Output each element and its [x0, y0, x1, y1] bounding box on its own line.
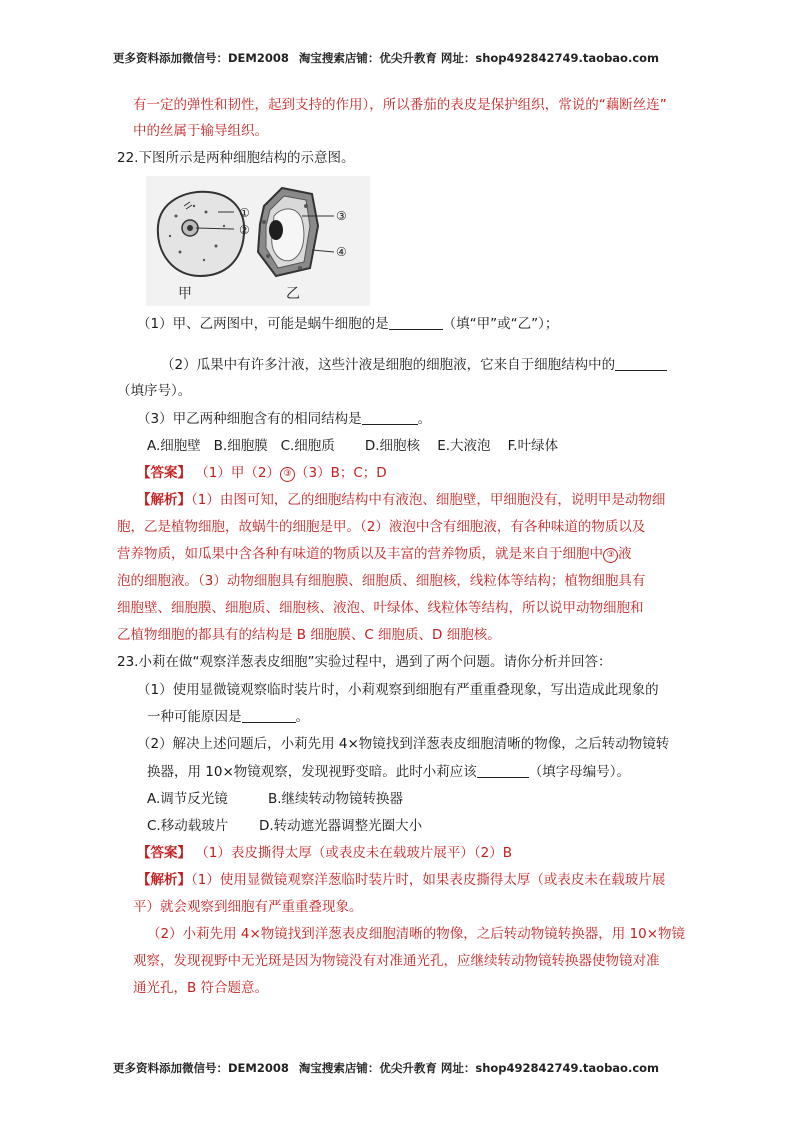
q22-answer-a: （1）甲（2）: [195, 465, 280, 481]
header-site: 网址：shop492842749.taobao.com: [440, 51, 660, 65]
q22-an1: （1）由图可知，乙的细胞结构中有液泡、细胞壁，甲细胞没有，说明甲是动物细: [191, 492, 666, 508]
header-wechat: 更多资料添加微信号：DEM2008: [113, 51, 289, 65]
q23-answer: [137, 843, 512, 863]
q22-analysis-2: 胞，乙是植物细胞，故蜗牛的细胞是甲。（2）液泡中含有细胞液，有各种味道的物质以及: [117, 519, 646, 535]
q22-p1-text: （1）甲、乙两图中，可能是蜗牛细胞的是: [137, 316, 389, 332]
q23-part-1: （1）使用显微镜观察临时装片时，小莉观察到细胞有严重重叠现象，写出造成此现象的: [137, 682, 659, 698]
q23-analysis-2: 平）就会观察到细胞有严重重叠现象。: [133, 899, 363, 915]
q22-an3-a: 营养物质，如瓜果中含各种有味道的物质以及丰富的营养物质，就是来自于细胞中: [117, 546, 603, 562]
label-jia: 甲: [178, 286, 192, 302]
q22-answer: [137, 463, 387, 483]
q22-p2-text: （2）瓜果中有许多汁液，这些汁液是细胞的细胞液，它来自于细胞结构中的: [161, 357, 616, 373]
analysis-tag: 【解析】: [137, 872, 191, 888]
q22-part-1: [137, 314, 558, 334]
q22-analysis-1: [137, 490, 665, 510]
q23-p1-text: 一种可能原因是: [147, 709, 242, 725]
q22-options: A.细胞壁 B.细胞膜 C.细胞质 D.细胞核 E.大液泡 F.叶绿体: [147, 438, 559, 454]
q22-part-2: [161, 355, 667, 375]
q22-analysis-4: 泡的细胞液。（3）动物细胞具有细胞膜、细胞质、细胞核，线粒体等结构；植物细胞具有: [117, 573, 646, 589]
footer-wechat: 更多资料添加微信号：DEM2008: [113, 1061, 289, 1075]
q23-option-c: C.移动载玻片: [147, 818, 229, 834]
header-shop: 淘宝搜索店铺：优尖升教育: [298, 51, 437, 65]
q22-p1-hint: （填“甲”或“乙”）；: [442, 316, 559, 332]
q23-part-2-cont: [147, 762, 630, 782]
q22-p1-blank: [389, 315, 443, 330]
analysis-tag: 【解析】: [137, 492, 191, 508]
cell-diagram: [146, 176, 370, 306]
q23-option-a: A.调节反光镜: [147, 791, 228, 807]
q23-p2-hint: （填字母编号）。: [528, 764, 631, 780]
marker-1: ①: [239, 206, 250, 220]
q23-part-2: （2）解决上述问题后，小莉先用 4×物镜找到洋葱表皮细胞清晰的物像，之后转动物镜转: [137, 736, 670, 752]
q23-option-d: D.转动遮光器调整光圈大小: [259, 818, 423, 834]
page-footer: [113, 1060, 659, 1076]
q23-p2-blank: [477, 763, 529, 778]
label-yi: 乙: [286, 286, 300, 302]
q22-analysis-5: 细胞壁、细胞膜、细胞质、细胞核、液泡、叶绿体、线粒体等结构，所以说甲动物细胞和: [117, 600, 644, 616]
q22-answer-b: （3）B；C；D: [294, 465, 387, 481]
q23-analysis-1: [137, 870, 665, 890]
answer-tag: 【答案】: [137, 845, 191, 861]
q22-p3-blank: [362, 410, 418, 425]
footer-shop: 淘宝搜索店铺：优尖升教育: [298, 1061, 437, 1075]
footer-site: 网址：shop492842749.taobao.com: [440, 1061, 660, 1075]
page-header: [113, 50, 659, 66]
marker-3: ③: [336, 209, 347, 223]
carry-line-2: 中的丝属于输导组织。: [133, 123, 268, 139]
q22-part-3: [137, 409, 431, 429]
q22-part-2-cont: （填序号）。: [117, 383, 192, 399]
q23-stem: 23.小莉在做“观察洋葱表皮细胞”实验过程中，遇到了两个问题。请你分析并回答：: [117, 654, 612, 670]
q23-analysis-5: 通光孔，B 符合题意。: [133, 980, 269, 996]
q23-analysis-4: 观察，发现视野中无光斑是因为物镜没有对准通光孔，应继续转动物镜转换器使物镜对准: [133, 953, 660, 969]
q23-analysis-3: （2）小莉先用 4×物镜找到洋葱表皮细胞清晰的物像，之后转动物镜转换器，用 10×物镜: [147, 926, 686, 942]
q22-stem: 22.下图所示是两种细胞结构的示意图。: [117, 150, 355, 166]
marker-4: ④: [336, 245, 347, 259]
q22-p2-blank: [615, 356, 667, 371]
q22-p3-text: （3）甲乙两种细胞含有的相同结构是: [137, 411, 362, 427]
answer-tag: 【答案】: [137, 465, 191, 481]
q23-option-b: B.继续转动物镜转换器: [268, 791, 404, 807]
q22-analysis-6: 乙植物细胞的都具有的结构是 B 细胞膜、C 细胞质、D 细胞核。: [117, 627, 501, 643]
q22-analysis-3: [117, 544, 632, 564]
q23-part-1-cont: [147, 707, 309, 727]
q22-p3-end: 。: [417, 411, 432, 427]
q23-p1-blank: [242, 708, 296, 723]
marker-2: ②: [239, 223, 250, 237]
q22-answer-circ: ③: [280, 467, 295, 482]
carry-line-1: 有一定的弹性和韧性，起到支持的作用），所以番茄的表皮是保护组织，常说的“藕断丝连”: [133, 97, 667, 113]
plant-nucleus: [269, 220, 283, 240]
q22-an3-b: 液: [618, 546, 632, 562]
q23-an1: （1）使用显微镜观察洋葱临时装片时，如果表皮撕得太厚（或表皮未在载玻片展: [191, 872, 666, 888]
animal-cell: [158, 192, 244, 276]
q22-an3-circ: ③: [603, 548, 618, 563]
q23-p1-end: 。: [295, 709, 309, 725]
q23-answer-text: （1）表皮撕得太厚（或表皮未在载玻片展平）（2）B: [195, 845, 512, 861]
q23-p2-text: 换器，用 10×物镜观察，发现视野变暗。此时小莉应该: [147, 764, 477, 780]
